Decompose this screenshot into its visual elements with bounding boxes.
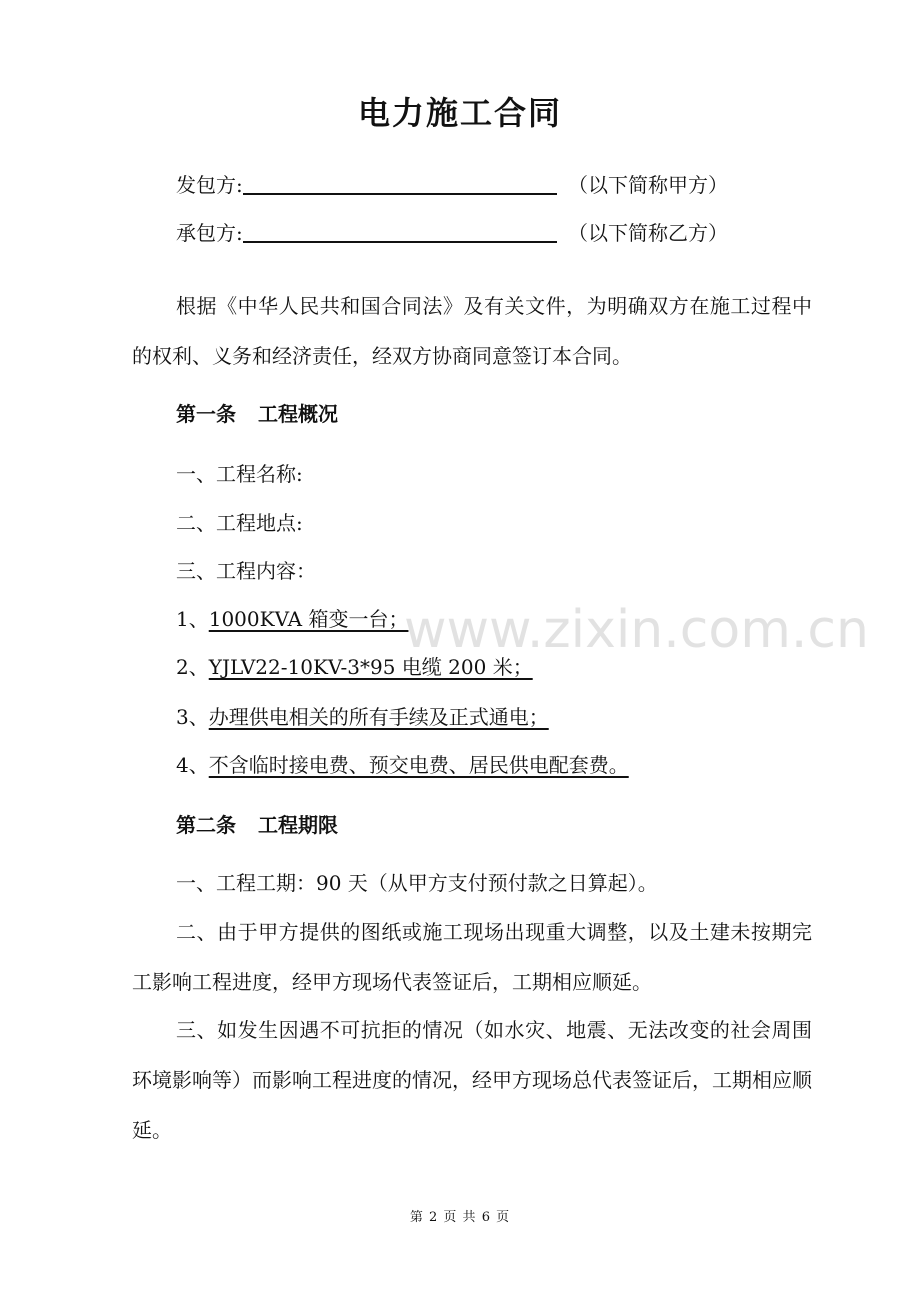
intro-paragraph: 根据《中华人民共和国合同法》及有关文件，为明确双方在施工过程中的权利、义务和经济责任，经双方协商同意签订本合同。	[132, 294, 812, 368]
article-1-number: 第一条	[176, 402, 236, 426]
party-a-label: 发包方:	[176, 173, 243, 197]
duration-paragraph-1: 一、工程工期：90 天（从甲方支付预付款之日算起）。	[176, 871, 658, 895]
content-item-1: 1、1000KVA 箱变一台；	[176, 607, 409, 631]
content-item-2: 2、YJLV22-10KV-3*95 电缆 200 米；	[176, 655, 533, 679]
document-title: 电力施工合同	[357, 94, 562, 132]
party-a-suffix: （以下简称甲方）	[568, 173, 728, 197]
content-item-3-text: 办理供电相关的所有手续及正式通电；	[208, 705, 549, 729]
party-a-line	[176, 171, 557, 199]
project-location-label: 二、工程地点:	[176, 511, 303, 535]
project-name-label: 一、工程名称:	[176, 462, 303, 486]
article-2-heading	[176, 811, 338, 839]
article-1-title: 工程概况	[258, 402, 338, 426]
content-item-4: 4、不含临时接电费、预交电费、居民供电配套费。	[176, 753, 629, 777]
party-b-blank	[243, 219, 557, 243]
duration-paragraph-3: 三、如发生因遇不可抗拒的情况（如水灾、地震、无法改变的社会周围环境影响等）而影响工程进度的情况，经甲方现场总代表签证后，工期相应顺延。	[132, 1018, 812, 1142]
page-footer: 第 2 页 共 6 页	[409, 1210, 511, 1225]
watermark: www.zixin.com.cn	[404, 600, 869, 660]
party-b-suffix: （以下简称乙方）	[568, 221, 728, 245]
content-item-3: 3、办理供电相关的所有手续及正式通电；	[176, 705, 549, 729]
project-content-label: 三、工程内容：	[176, 559, 316, 583]
article-2-number: 第二条	[176, 813, 236, 837]
party-b-label: 承包方:	[176, 221, 243, 245]
article-2-title: 工程期限	[258, 813, 338, 837]
party-b-line	[176, 219, 557, 247]
content-item-4-text: 不含临时接电费、预交电费、居民供电配套费。	[208, 753, 629, 777]
duration-paragraph-2: 二、由于甲方提供的图纸或施工现场出现重大调整，以及土建未按期完工影响工程进度，经甲方现场代表签证后，工期相应顺延。	[132, 920, 812, 994]
party-a-blank	[243, 171, 557, 195]
content-item-1-text: 1000KVA 箱变一台；	[208, 607, 409, 631]
content-item-2-text: YJLV22-10KV-3*95 电缆 200 米；	[208, 655, 533, 679]
article-1-heading	[176, 400, 338, 428]
